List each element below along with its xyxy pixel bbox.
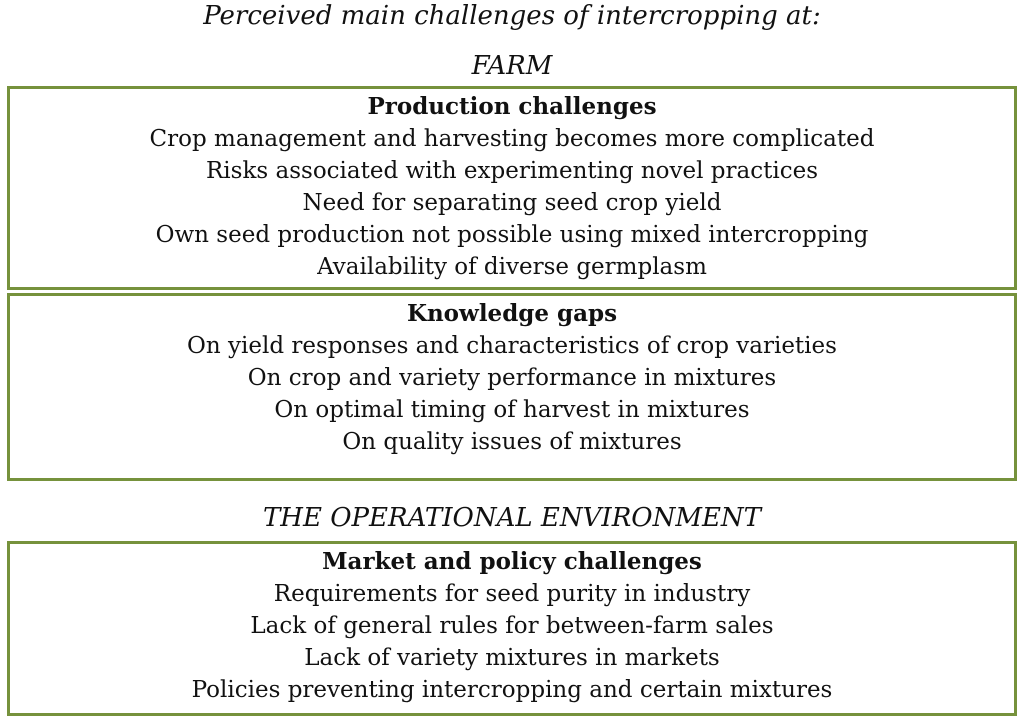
- list-item: On quality issues of mixtures: [342, 429, 682, 455]
- production-challenges-box: [7, 86, 1017, 290]
- list-item: Own seed production not possible using mixed intercropping: [155, 222, 869, 248]
- list-item: Need for separating seed crop yield: [302, 190, 722, 216]
- list-item: On crop and variety performance in mixtures: [247, 365, 777, 391]
- market-policy-list: [10, 578, 1014, 706]
- list-item: Crop management and harvesting becomes more complicated: [149, 126, 875, 152]
- knowledge-gaps-title: Knowledge gaps: [406, 300, 618, 327]
- list-item: Policies preventing intercropping and certain mixtures: [191, 677, 833, 703]
- list-item: Requirements for seed purity in industry: [273, 581, 751, 607]
- market-policy-title: Market and policy challenges: [322, 548, 702, 575]
- production-challenges-list: [10, 123, 1014, 283]
- list-item: Risks associated with experimenting novel practices: [205, 158, 819, 184]
- production-challenges-title: Production challenges: [367, 93, 657, 120]
- knowledge-gaps-list: [10, 330, 1014, 458]
- farm-label: FARM: [471, 51, 553, 81]
- list-item: Lack of variety mixtures in markets: [304, 645, 720, 671]
- environment-label: THE OPERATIONAL ENVIRONMENT: [262, 503, 762, 533]
- list-item: Availability of diverse germplasm: [317, 254, 707, 280]
- market-policy-box: [7, 541, 1017, 716]
- list-item: Lack of general rules for between-farm sales: [250, 613, 774, 639]
- list-item: On yield responses and characteristics of crop varieties: [187, 333, 837, 359]
- knowledge-gaps-box: [7, 293, 1017, 481]
- list-item: On optimal timing of harvest in mixtures: [274, 397, 750, 423]
- diagram-title: Perceived main challenges of intercropping at:: [203, 1, 821, 31]
